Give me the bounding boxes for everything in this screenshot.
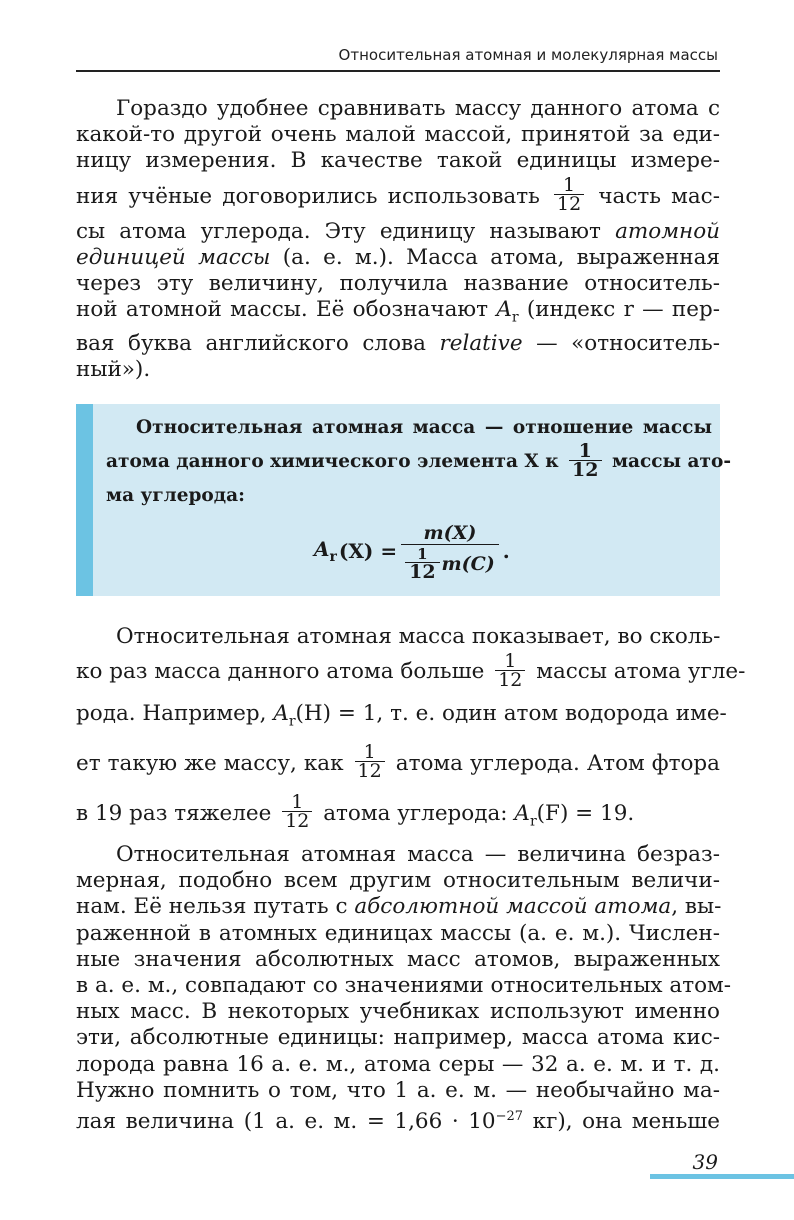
definition-text — [106, 416, 731, 508]
paragraph-1 — [76, 96, 720, 383]
text-line: через эту величину, получила название относитель- — [76, 271, 720, 297]
frac-num: 1 — [291, 791, 304, 813]
text-line — [76, 219, 720, 245]
text-line: ма углерода: — [106, 485, 245, 506]
frac-num: 1 — [578, 439, 592, 462]
text-fragment: , вы- — [671, 894, 722, 920]
term-italic: единицей массы — [76, 244, 271, 270]
text-fragment: массы атома угле- — [536, 659, 746, 685]
symbol-ar: $A_r$ — [514, 800, 537, 829]
text-fragment: нам. Её нельзя путать с — [76, 894, 348, 920]
frac-num: 1 — [563, 174, 576, 197]
formula-denominator: $\frac{1}{12}$ m(C) — [401, 544, 499, 580]
text-line — [76, 894, 720, 920]
formula-fraction — [401, 522, 499, 583]
text-fragment: — «относитель- — [536, 330, 720, 356]
text-line: раженной в атомных единицах массы (а. е. м.). Числен- — [76, 920, 720, 946]
text-fragment: в 19 раз тяжелее — [76, 800, 272, 826]
text-line — [106, 439, 731, 484]
frac-den: 12 — [569, 460, 601, 479]
frac-num: 1 — [504, 649, 517, 672]
text-line: в а. е. м., совпадают со значениями относительных атом- — [76, 973, 732, 999]
paragraph-2 — [76, 624, 746, 836]
text-line: лорода равна 16 а. е. м., атома серы — 32 а. е. м. и т. д. — [76, 1051, 720, 1077]
page-number-bar — [650, 1174, 794, 1179]
formula-numerator: m(X) — [423, 522, 477, 544]
fraction-one-twelfth: $\frac{1}{12}$ — [405, 547, 439, 580]
fraction-one-twelfth — [554, 174, 584, 216]
text-line: ные значения абсолютных масс атомов, выраженных — [76, 946, 720, 972]
text-line — [76, 792, 720, 836]
text-fragment: (F) = 19. — [536, 800, 635, 826]
frac-num: 1 — [363, 741, 376, 763]
text-line — [76, 694, 727, 741]
text-fragment: сы атома углерода. Эту единицу называют — [76, 218, 601, 244]
text-line: ных масс. В некоторых учебниках используют именно — [76, 999, 720, 1025]
text-line: ный»). — [76, 356, 151, 382]
text-fragment: массы ато- — [611, 451, 731, 472]
text-fragment: ния учёные договорились использовать — [76, 183, 540, 209]
text-fragment: атома данного химического элемента X к — [106, 451, 559, 472]
text-fragment: кг), она меньше — [532, 1109, 720, 1135]
fraction-one-twelfth — [282, 793, 312, 830]
frac-den: 12 — [554, 194, 584, 213]
page-number: 39 — [692, 1150, 718, 1174]
fraction-one-twelfth — [569, 439, 601, 481]
text-line: эти, абсолютные единицы: например, масса атома кис- — [76, 1025, 720, 1051]
text-line: Относительная атомная масса показывает, во сколь- — [116, 624, 721, 649]
text-fragment: рода. Например, — [76, 701, 267, 727]
text-line: ницу измерения. В качестве такой единицы измере- — [76, 148, 720, 174]
formula — [314, 522, 510, 583]
running-head: Относительная атомная и молекулярная массы — [338, 46, 718, 64]
text-line: Гораздо удобнее сравнивать массу данного атома с — [116, 96, 720, 121]
header-rule — [76, 70, 720, 72]
fraction-one-twelfth — [495, 649, 525, 691]
text-line — [76, 297, 720, 331]
text-line: мерная, подобно всем другим относительным величи- — [76, 868, 720, 894]
text-fragment: (а. е. м.). Масса атома, выраженная — [282, 244, 720, 270]
text-line — [76, 175, 720, 219]
text-line: Относительная атомная масса — отношение массы — [136, 417, 712, 438]
text-line — [76, 331, 720, 357]
text-line — [76, 1104, 720, 1135]
symbol-ar: $A_r$ — [496, 297, 519, 326]
term-italic: relative — [439, 330, 523, 356]
text-fragment: атома углерода. Атом фтора — [395, 750, 721, 776]
formula-lhs: (X) = — [338, 539, 398, 563]
paragraph-3 — [76, 842, 732, 1135]
definition-accent-bar — [76, 404, 93, 596]
text-fragment: часть мас- — [598, 183, 720, 209]
text-line: Нужно помнить о том, что 1 а. е. м. — необычайно ма- — [76, 1077, 720, 1103]
symbol-ar: $A_r$ — [273, 701, 296, 730]
text-fragment: ной атомной массы. Её обозначают — [76, 297, 489, 323]
formula-end: . — [502, 539, 510, 563]
text-fragment: лая величина (1 а. е. м. = 1,66 · 10 — [76, 1109, 496, 1135]
text-line: Относительная атомная масса — величина безраз- — [116, 842, 720, 867]
text-line — [76, 742, 720, 786]
frac-den: 12 — [282, 811, 312, 830]
frac-den: 12 — [355, 761, 385, 780]
text-line — [76, 245, 720, 271]
frac-den: 12 — [495, 670, 525, 689]
term-italic: абсолютной массой атома — [354, 894, 672, 920]
symbol-ar: $A_r$ — [314, 537, 337, 565]
text-fragment: вая буква английского слова — [76, 330, 426, 356]
fraction-one-twelfth — [355, 743, 385, 780]
text-fragment: ко раз масса данного атома больше — [76, 659, 485, 685]
text-fragment: (H) = 1, т. е. один атом водорода име- — [295, 701, 727, 727]
text-fragment: ет такую же массу, как — [76, 750, 344, 776]
exponent: −27 — [495, 1109, 524, 1125]
text-fragment: (индекс r — пер- — [526, 297, 720, 323]
text-fragment: атома углерода: — [323, 800, 508, 826]
term-italic: атомной — [615, 218, 721, 244]
text-line: какой-то другой очень малой массой, принятой за еди- — [76, 122, 720, 148]
text-line — [76, 649, 746, 694]
definition-box — [76, 404, 731, 596]
